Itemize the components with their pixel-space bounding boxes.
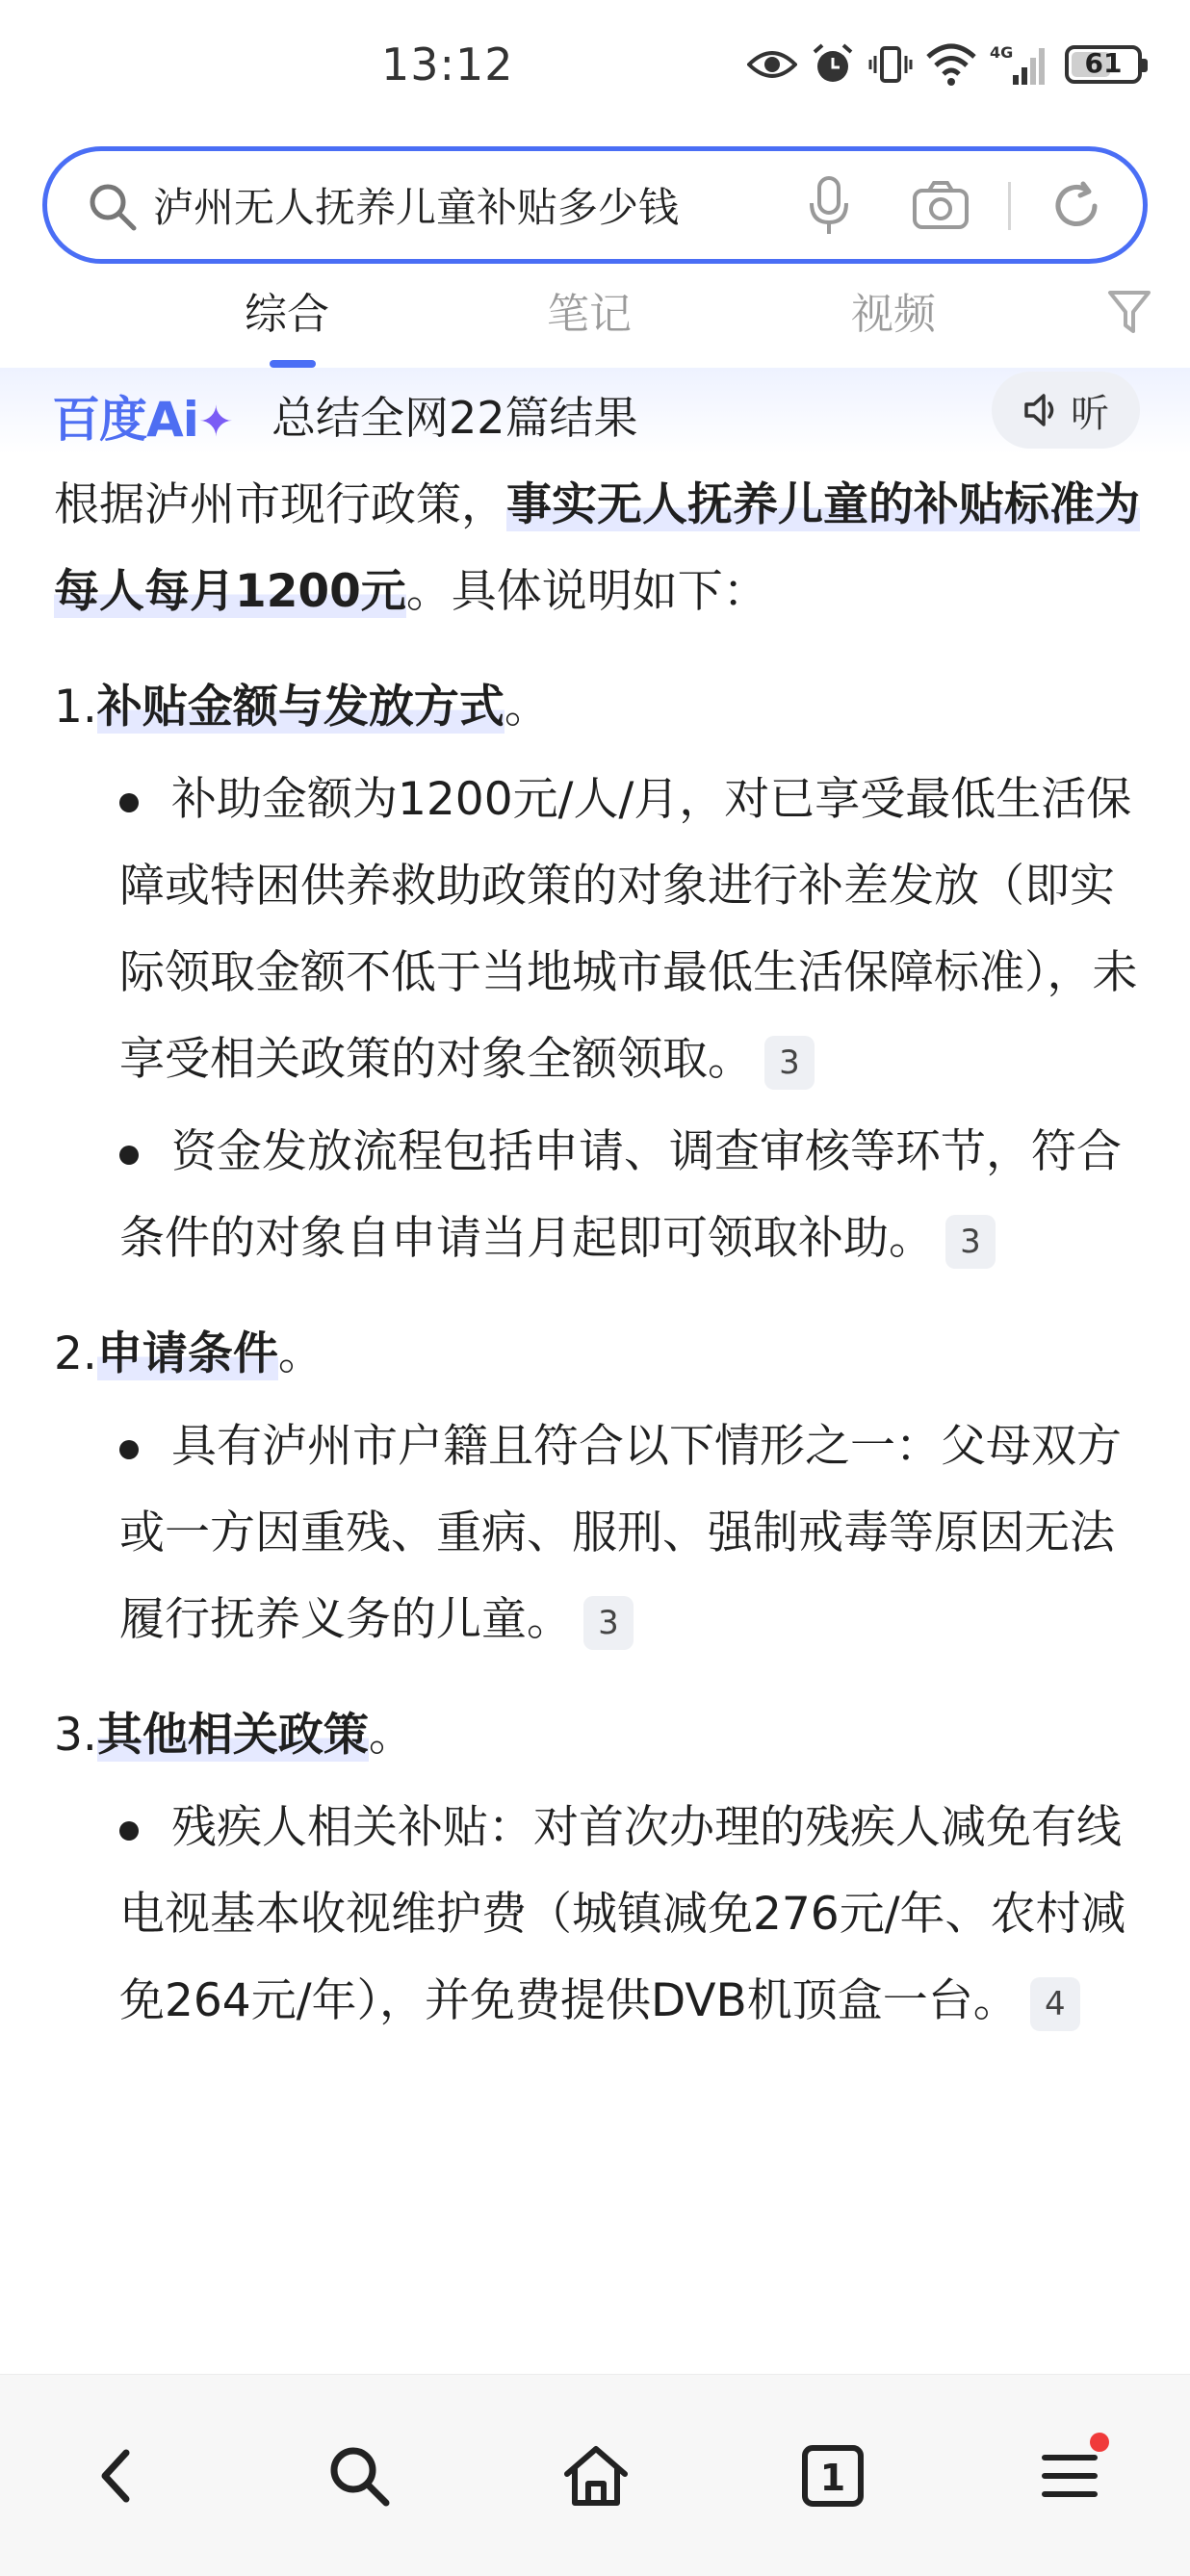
search-input[interactable] bbox=[153, 176, 808, 234]
wifi-icon bbox=[926, 43, 976, 86]
list-item-text bbox=[119, 757, 1142, 1103]
ai-summary-text: 总结全网22篇结果 bbox=[272, 392, 638, 444]
status-bar bbox=[0, 0, 1190, 135]
list-item-text bbox=[119, 1785, 1142, 2045]
tabs-icon bbox=[801, 2444, 865, 2508]
list-item-content: 资金发放流程包括申请、调查审核等环节，符合条件的对象自申请当月起即可领取补助。 bbox=[119, 1125, 1122, 1265]
refresh-icon[interactable] bbox=[1050, 180, 1102, 232]
section-heading: 其他相关政策 bbox=[96, 1709, 369, 1762]
alarm-icon bbox=[811, 42, 855, 87]
svg-text:4G: 4G bbox=[990, 43, 1014, 62]
bottom-nav bbox=[0, 2374, 1190, 2576]
vibrate-icon bbox=[868, 42, 913, 87]
section-tail: 。 bbox=[277, 1327, 323, 1380]
section-heading: 补贴金额与发放方式 bbox=[96, 681, 504, 734]
section-eligibility bbox=[54, 1311, 1142, 1663]
search-icon bbox=[88, 182, 138, 232]
search-nav-button[interactable] bbox=[316, 2433, 402, 2519]
list-item-content: 具有泸州市户籍且符合以下情形之一：父母双方或一方因重残、重病、服刑、强制戒毒等原因无法履行抚养义务的儿童。 bbox=[119, 1420, 1122, 1646]
intro-highlight: 事实无人抚养儿童的补贴标准为每人每月1200元 bbox=[54, 478, 1140, 618]
microphone-icon[interactable] bbox=[808, 176, 850, 236]
back-button[interactable] bbox=[73, 2433, 160, 2519]
list-item bbox=[119, 1785, 1142, 2045]
section-number: 2. bbox=[54, 1327, 97, 1380]
list-item-text bbox=[119, 1109, 1142, 1282]
sparkle-icon: ✦ bbox=[197, 398, 233, 447]
section-subsidy-amount bbox=[54, 664, 1142, 1282]
menu-icon bbox=[1041, 2450, 1099, 2502]
intro-suffix: 。具体说明如下： bbox=[405, 565, 768, 618]
section-tail: 。 bbox=[504, 681, 550, 734]
status-time: 13:12 bbox=[381, 39, 514, 90]
home-button[interactable] bbox=[553, 2433, 639, 2519]
status-icons bbox=[747, 42, 1142, 87]
listen-label: 听 bbox=[1071, 391, 1109, 436]
tab-general[interactable]: 综合 bbox=[245, 290, 329, 339]
search-icon bbox=[326, 2443, 392, 2509]
section-heading: 申请条件 bbox=[96, 1327, 278, 1380]
section-number: 3. bbox=[54, 1709, 97, 1762]
section-number: 1. bbox=[54, 681, 97, 734]
search-bar[interactable] bbox=[42, 146, 1148, 264]
reference-badge[interactable]: 3 bbox=[583, 1596, 634, 1650]
ai-summary-header bbox=[0, 368, 1190, 454]
ai-answer-content bbox=[54, 462, 1142, 2045]
section-title bbox=[54, 664, 1142, 751]
section-tail: 。 bbox=[368, 1709, 414, 1762]
eye-icon bbox=[747, 45, 797, 84]
camera-icon[interactable] bbox=[912, 180, 970, 230]
section-title bbox=[54, 1311, 1142, 1398]
list-item bbox=[119, 1109, 1142, 1282]
battery-indicator bbox=[1065, 45, 1142, 84]
intro-paragraph bbox=[54, 462, 1142, 635]
chevron-left-icon bbox=[97, 2447, 136, 2505]
bullet-list bbox=[54, 1404, 1142, 1663]
menu-button[interactable] bbox=[1026, 2433, 1113, 2519]
reference-badge[interactable]: 3 bbox=[764, 1036, 815, 1090]
result-tabs bbox=[0, 279, 1190, 366]
list-item-content: 补助金额为1200元/人/月，对已享受最低生活保障或特困供养救助政策的对象进行补差发放（即实际领取金额不低于当地城市最低生活保障标准），未享受相关政策的对象全额领取。 bbox=[119, 773, 1138, 1086]
list-item bbox=[119, 1404, 1142, 1663]
signal-icon bbox=[990, 42, 1051, 87]
tab-notes[interactable]: 笔记 bbox=[547, 290, 632, 339]
notification-dot bbox=[1090, 2433, 1109, 2452]
list-item bbox=[119, 757, 1142, 1103]
battery-level: 61 bbox=[1084, 47, 1123, 79]
intro-prefix: 根据泸州市现行政策， bbox=[54, 478, 506, 531]
tab-videos[interactable]: 视频 bbox=[851, 290, 936, 339]
baidu-ai-logo bbox=[52, 381, 233, 451]
active-tab-indicator bbox=[270, 360, 316, 368]
listen-button[interactable] bbox=[992, 372, 1140, 449]
tabs-button[interactable] bbox=[789, 2433, 876, 2519]
section-other-policies bbox=[54, 1692, 1142, 2045]
ai-logo-text: 百度Ai bbox=[52, 392, 198, 448]
list-item-content: 残疾人相关补贴：对首次办理的残疾人减免有线电视基本收视维护费（城镇减免276元/年、农村减免264元/年），并免费提供DVB机顶盒一台。 bbox=[119, 1801, 1126, 2027]
reference-badge[interactable]: 4 bbox=[1030, 1977, 1080, 2031]
home-icon bbox=[561, 2443, 631, 2509]
tab-count: 1 bbox=[819, 2457, 846, 2499]
filter-icon[interactable] bbox=[1107, 289, 1151, 335]
reference-badge[interactable]: 3 bbox=[945, 1215, 996, 1269]
search-divider bbox=[1008, 182, 1011, 230]
section-title bbox=[54, 1692, 1142, 1779]
bullet-list bbox=[54, 757, 1142, 1282]
speaker-icon bbox=[1022, 391, 1061, 429]
list-item-text bbox=[119, 1404, 1142, 1663]
bullet-list bbox=[54, 1785, 1142, 2045]
